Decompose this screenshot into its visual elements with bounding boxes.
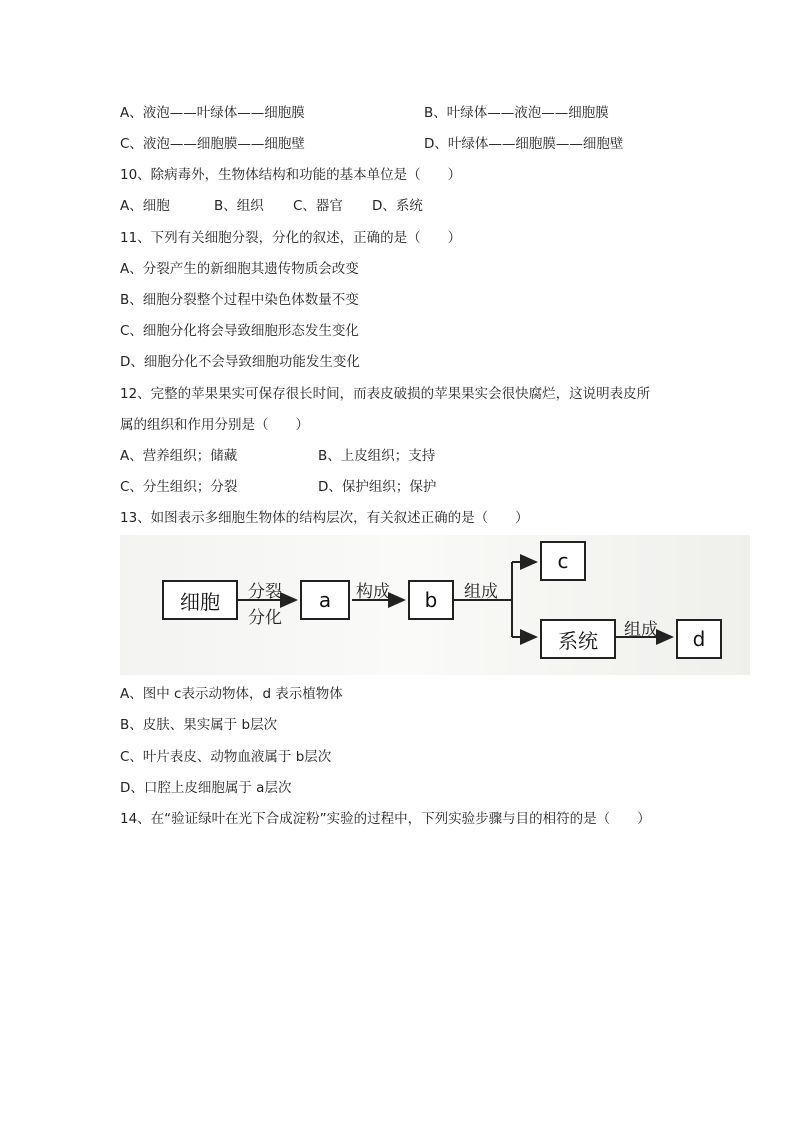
q13-option-d: D、口腔上皮细胞属于 a层次 [120,780,292,796]
label-differentiate: 分化 [248,608,282,628]
q10-option-c: C、器官 [293,198,343,214]
label-divide: 分裂 [248,582,282,602]
q10-stem: 10、除病毒外，生物体结构和功能的基本单位是（ ） [120,167,462,183]
q12-option-a: A、营养组织；储藏 [120,448,238,464]
q10-option-a: A、细胞 [120,198,170,214]
label-form: 构成 [356,582,390,602]
q10-option-b: B、组织 [214,198,264,214]
c-box: c [540,541,586,581]
system-box: 系统 [540,619,616,659]
label-compose-2: 组成 [624,620,658,640]
q12-option-d: D、保护组织；保护 [318,479,437,495]
label-compose-1: 组成 [464,582,498,602]
q11-option-d: D、细胞分化不会导致细胞功能发生变化 [120,354,360,370]
q9-option-d: D、叶绿体——细胞膜——细胞壁 [424,136,624,152]
hierarchy-diagram [120,535,750,675]
q14-stem: 14、在“验证绿叶在光下合成淀粉”实验的过程中，下列实验步骤与目的相符的是（ ） [120,811,651,827]
q13-option-c: C、叶片表皮、动物血液属于 b层次 [120,749,332,765]
q12-stem-line2: 属的组织和作用分别是（ ） [120,417,309,433]
b-box: b [408,580,454,620]
q11-option-b: B、细胞分裂整个过程中染色体数量不变 [120,292,359,308]
q12-option-b: B、上皮组织；支持 [318,448,436,464]
q13-option-b: B、皮肤、果实属于 b层次 [120,717,278,733]
q12-option-c: C、分生组织；分裂 [120,479,238,495]
a-box: a [300,580,350,620]
d-box: d [676,619,722,659]
q9-option-a: A、液泡——叶绿体——细胞膜 [120,105,305,121]
q9-option-b: B、叶绿体——液泡——细胞膜 [424,105,609,121]
q13-option-a: A、图中 c表示动物体，d 表示植物体 [120,686,343,702]
q10-option-d: D、系统 [372,198,423,214]
q11-option-c: C、细胞分化将会导致细胞形态发生变化 [120,323,359,339]
q12-stem-line1: 12、完整的苹果果实可保存很长时间，而表皮破损的苹果果实会很快腐烂，这说明表皮所 [120,386,651,402]
q9-option-c: C、液泡——细胞膜——细胞壁 [120,136,305,152]
q11-stem: 11、下列有关细胞分裂，分化的叙述，正确的是（ ） [120,230,462,246]
q11-option-a: A、分裂产生的新细胞其遗传物质会改变 [120,261,359,277]
cell-box: 细胞 [162,580,238,620]
q13-stem: 13、如图表示多细胞生物体的结构层次，有关叙述正确的是（ ） [120,510,529,526]
